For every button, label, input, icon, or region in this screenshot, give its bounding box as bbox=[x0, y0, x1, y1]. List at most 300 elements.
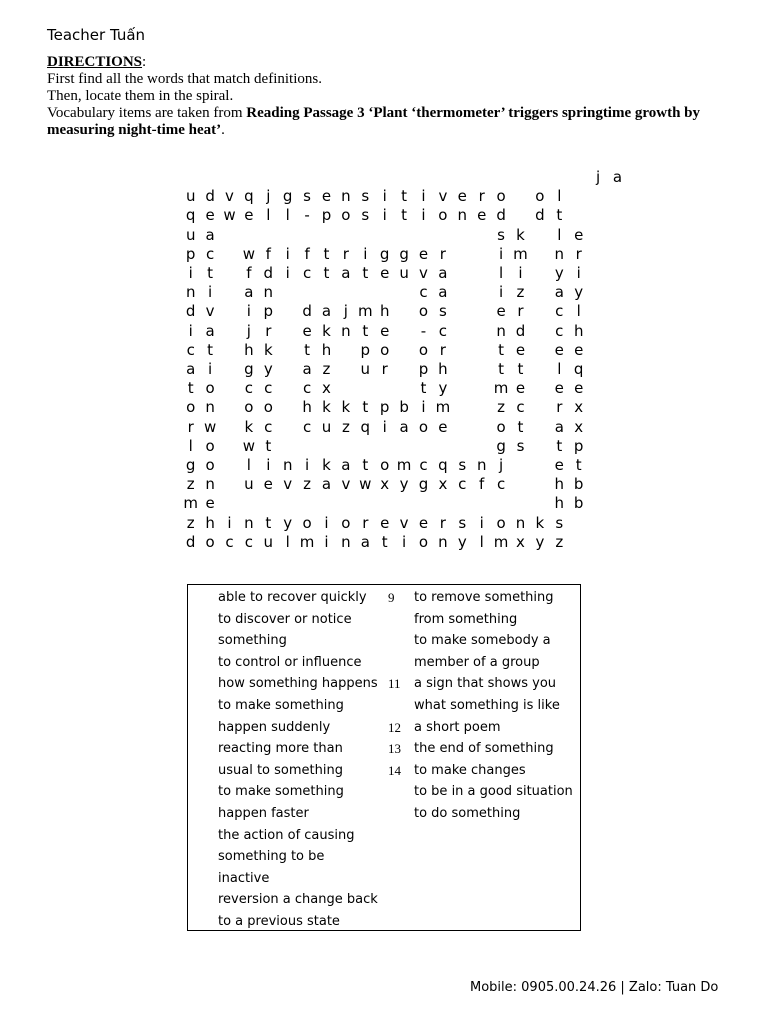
directions-line-2: Then, locate them in the spiral. bbox=[47, 88, 234, 104]
grid-letter: q bbox=[244, 187, 254, 206]
definition-number bbox=[388, 695, 401, 717]
grid-letter: s bbox=[497, 225, 505, 244]
grid-letter: a bbox=[205, 225, 215, 244]
grid-letter: c bbox=[419, 283, 428, 302]
grid-letter: r bbox=[478, 187, 485, 206]
grid-letter: h bbox=[205, 513, 215, 532]
grid-letter: t bbox=[362, 456, 369, 474]
grid-letter: k bbox=[322, 456, 331, 474]
grid-letter: t bbox=[401, 206, 408, 225]
grid-letter: e bbox=[380, 513, 390, 532]
grid-letter: c bbox=[419, 456, 428, 474]
grid-letter: i bbox=[421, 398, 426, 417]
grid-letter: e bbox=[380, 321, 390, 340]
grid-letter: t bbox=[420, 379, 427, 398]
grid-letter: v bbox=[438, 187, 448, 206]
grid-letter: p bbox=[573, 436, 584, 455]
grid-letter: x bbox=[516, 532, 525, 551]
grid-letter: l bbox=[188, 436, 193, 455]
grid-letter: o bbox=[205, 532, 215, 551]
grid-letter: y bbox=[399, 475, 409, 494]
grid-letter: s bbox=[361, 187, 370, 206]
definition-line: to be in a good situation bbox=[414, 784, 573, 800]
grid-letter: w bbox=[242, 244, 256, 263]
definition-line: to make something bbox=[218, 697, 344, 713]
grid-letter: r bbox=[439, 340, 446, 359]
grid-letter: a bbox=[554, 417, 564, 436]
grid-letter: n bbox=[282, 456, 293, 474]
grid-letter: n bbox=[457, 206, 468, 225]
grid-letter: n bbox=[341, 532, 351, 551]
grid-letter: h bbox=[554, 475, 565, 494]
definition-line: something bbox=[218, 633, 287, 649]
grid-letter: s bbox=[458, 456, 467, 474]
grid-letter: a bbox=[438, 283, 448, 302]
grid-letter: x bbox=[574, 398, 584, 417]
grid-letter: j bbox=[246, 321, 251, 340]
grid-letter: x bbox=[438, 475, 448, 494]
grid-letter: i bbox=[421, 206, 426, 225]
grid-letter: v bbox=[205, 302, 215, 321]
grid-letter: o bbox=[244, 398, 254, 417]
grid-letter: o bbox=[380, 340, 390, 359]
grid-letter: i bbox=[499, 244, 504, 263]
grid-letter: k bbox=[535, 513, 545, 532]
grid-letter: q bbox=[185, 206, 196, 225]
grid-letter: e bbox=[515, 379, 526, 398]
grid-letter: i bbox=[324, 532, 329, 551]
grid-letter: l bbox=[557, 360, 562, 378]
grid-letter: k bbox=[516, 225, 525, 244]
grid-letter: q bbox=[360, 417, 371, 436]
grid-letter: e bbox=[205, 206, 215, 225]
definition-line: reversion a change back bbox=[218, 892, 378, 908]
definition-number: 14 bbox=[388, 762, 401, 778]
grid-letter: u bbox=[321, 417, 332, 436]
grid-letter: z bbox=[186, 475, 195, 494]
grid-letter: t bbox=[323, 264, 330, 282]
grid-letter: e bbox=[554, 379, 564, 398]
grid-letter: u bbox=[185, 187, 196, 206]
grid-letter: t bbox=[207, 340, 214, 359]
grid-letter: n bbox=[244, 513, 254, 532]
definition-number bbox=[388, 652, 401, 674]
grid-letter: t bbox=[362, 264, 369, 282]
grid-letter: y bbox=[574, 283, 584, 302]
grid-letter: j bbox=[499, 456, 504, 474]
grid-letter: m bbox=[493, 379, 509, 398]
grid-letter: n bbox=[185, 283, 196, 302]
grid-letter: l bbox=[499, 264, 504, 282]
grid-letter: u bbox=[263, 532, 274, 551]
grid-letter: s bbox=[516, 436, 525, 455]
grid-letter: o bbox=[205, 456, 215, 474]
grid-letter: u bbox=[360, 360, 371, 378]
grid-letter: p bbox=[379, 398, 390, 417]
directions-line-3 bbox=[47, 105, 737, 139]
grid-letter: d bbox=[185, 302, 196, 321]
grid-letter: s bbox=[458, 513, 467, 532]
directions-line-3-post: . bbox=[221, 122, 225, 138]
grid-letter: l bbox=[266, 206, 271, 225]
definition-number bbox=[388, 781, 401, 803]
grid-letter: e bbox=[574, 225, 584, 244]
grid-letter: a bbox=[399, 417, 409, 436]
grid-letter: z bbox=[555, 532, 564, 551]
grid-letter: r bbox=[381, 360, 388, 378]
grid-letter: - bbox=[420, 321, 427, 340]
grid-letter: c bbox=[225, 532, 234, 551]
grid-letter: o bbox=[302, 513, 312, 532]
grid-letter: l bbox=[479, 532, 484, 551]
grid-letter: x bbox=[322, 379, 331, 398]
grid-letter: d bbox=[185, 532, 196, 551]
grid-letter: g bbox=[399, 244, 409, 263]
grid-letter: c bbox=[244, 379, 253, 398]
definition-line: the end of something bbox=[414, 741, 554, 757]
grid-letter: n bbox=[341, 321, 351, 340]
definition-number: 13 bbox=[388, 741, 401, 757]
grid-letter: t bbox=[575, 456, 582, 474]
grid-letter: k bbox=[322, 398, 331, 417]
grid-letter: r bbox=[439, 513, 446, 532]
grid-letter: j bbox=[596, 168, 601, 186]
grid-letter: i bbox=[576, 264, 581, 282]
grid-letter: o bbox=[438, 206, 448, 225]
grid-letter: w bbox=[242, 436, 256, 455]
grid-letter: v bbox=[225, 187, 234, 206]
grid-letter: r bbox=[342, 244, 349, 263]
grid-letter: k bbox=[341, 398, 351, 417]
grid-letter: i bbox=[227, 513, 232, 532]
grid-letter: i bbox=[382, 187, 387, 206]
grid-letter: c bbox=[205, 244, 215, 263]
grid-letter: y bbox=[457, 532, 467, 551]
grid-letter: e bbox=[574, 340, 584, 359]
grid-letter: a bbox=[186, 360, 196, 378]
grid-letter: c bbox=[186, 340, 195, 359]
grid-letter: o bbox=[205, 436, 215, 455]
grid-letter: a bbox=[302, 360, 312, 378]
grid-letter: t bbox=[556, 206, 563, 225]
grid-letter: n bbox=[205, 475, 215, 494]
grid-letter: z bbox=[341, 417, 350, 436]
grid-letter: e bbox=[244, 206, 254, 225]
grid-letter: c bbox=[264, 379, 273, 398]
grid-letter: e bbox=[477, 206, 487, 225]
grid-letter: e bbox=[263, 475, 273, 494]
grid-letter: c bbox=[555, 321, 564, 340]
grid-letter: i bbox=[518, 264, 523, 282]
grid-letter: n bbox=[515, 513, 526, 532]
grid-letter: c bbox=[264, 417, 273, 436]
definition-number: 9 bbox=[388, 590, 395, 605]
grid-letter: k bbox=[263, 340, 273, 359]
grid-letter: c bbox=[244, 532, 253, 551]
grid-letter: s bbox=[361, 206, 370, 225]
definition-line: happen suddenly bbox=[218, 719, 331, 735]
grid-letter: q bbox=[573, 360, 584, 378]
grid-letter: x bbox=[574, 417, 584, 436]
directions-title: DIRECTIONS bbox=[47, 54, 143, 70]
grid-letter: e bbox=[515, 340, 526, 359]
grid-letter: e bbox=[457, 187, 467, 206]
grid-letter: c bbox=[302, 264, 312, 282]
definition-line: happen faster bbox=[218, 805, 309, 821]
grid-letter: o bbox=[418, 417, 429, 436]
directions-line-1: First find all the words that match definitions. bbox=[47, 71, 322, 87]
directions-colon: : bbox=[142, 54, 147, 70]
grid-letter: v bbox=[399, 513, 409, 532]
grid-letter: t bbox=[323, 244, 330, 263]
definitions-right-column bbox=[414, 587, 573, 825]
grid-letter: l bbox=[576, 302, 581, 321]
grid-letter: e bbox=[554, 340, 564, 359]
grid-letter: i bbox=[208, 360, 213, 378]
grid-letter: t bbox=[265, 436, 272, 455]
grid-letter: i bbox=[188, 321, 193, 340]
grid-letter: v bbox=[419, 264, 428, 282]
definition-number bbox=[388, 803, 401, 825]
grid-letter: b bbox=[399, 398, 409, 417]
grid-letter: d bbox=[263, 264, 274, 282]
grid-letter: - bbox=[304, 206, 310, 225]
grid-letter: y bbox=[283, 513, 293, 532]
teacher-name: Teacher Tuấn bbox=[47, 26, 146, 44]
grid-letter: z bbox=[303, 475, 312, 494]
grid-letter: o bbox=[380, 456, 390, 474]
grid-letter: v bbox=[341, 475, 351, 494]
grid-letter: g bbox=[379, 244, 390, 263]
grid-letter: f bbox=[265, 244, 271, 263]
definition-line: to control or influence bbox=[218, 654, 362, 670]
directions-line-3-pre: Vocabulary items are taken from bbox=[47, 105, 247, 121]
grid-letter: j bbox=[266, 187, 271, 206]
grid-letter: e bbox=[438, 417, 448, 436]
grid-letter: s bbox=[438, 302, 447, 321]
grid-letter: e bbox=[554, 456, 564, 474]
grid-letter: w bbox=[203, 417, 217, 436]
grid-letter: g bbox=[418, 475, 429, 494]
grid-letter: h bbox=[554, 494, 565, 513]
definition-line: a sign that shows you bbox=[414, 676, 557, 692]
grid-letter: g bbox=[282, 187, 293, 206]
grid-letter: d bbox=[302, 302, 312, 321]
grid-letter: r bbox=[556, 398, 563, 417]
directions-heading bbox=[47, 54, 737, 71]
grid-letter: u bbox=[399, 264, 409, 282]
grid-letter: i bbox=[285, 244, 290, 263]
grid-letter: o bbox=[418, 340, 429, 359]
grid-letter: o bbox=[263, 398, 273, 417]
grid-letter: u bbox=[244, 475, 254, 494]
grid-letter: i bbox=[499, 283, 504, 302]
grid-letter: g bbox=[244, 360, 254, 378]
grid-letter: i bbox=[208, 283, 213, 302]
grid-letter: i bbox=[246, 302, 251, 321]
grid-letter: i bbox=[324, 513, 329, 532]
grid-letter: t bbox=[187, 379, 194, 398]
grid-letter: w bbox=[223, 206, 236, 225]
grid-letter: d bbox=[205, 187, 215, 206]
grid-letter: e bbox=[574, 379, 584, 398]
grid-letter: p bbox=[360, 340, 371, 359]
definition-line: to remove something bbox=[414, 590, 554, 605]
definition-line: the action of causing bbox=[218, 827, 355, 843]
grid-letter: t bbox=[401, 187, 408, 206]
grid-letter: h bbox=[573, 321, 584, 340]
definition-number: 11 bbox=[388, 676, 401, 692]
grid-letter: x bbox=[380, 475, 390, 494]
definition-line: to discover or notice bbox=[218, 611, 352, 627]
grid-letter: e bbox=[418, 244, 429, 263]
definition-line: how something happens bbox=[218, 676, 378, 692]
grid-letter: t bbox=[304, 340, 311, 359]
grid-letter: a bbox=[612, 168, 623, 186]
grid-letter: a bbox=[205, 321, 215, 340]
grid-letter: i bbox=[305, 456, 310, 474]
definition-line: what something is like bbox=[414, 697, 560, 713]
grid-letter: i bbox=[382, 417, 387, 436]
grid-letter: n bbox=[496, 321, 506, 340]
grid-letter: e bbox=[205, 494, 215, 513]
grid-letter: t bbox=[381, 532, 388, 551]
grid-letter: l bbox=[246, 456, 251, 474]
grid-letter: g bbox=[496, 436, 506, 455]
grid-letter: y bbox=[554, 264, 564, 282]
definition-line: inactive bbox=[218, 870, 270, 886]
grid-letter: a bbox=[554, 283, 564, 302]
grid-letter: v bbox=[283, 475, 293, 494]
grid-letter: c bbox=[302, 417, 312, 436]
grid-letter: t bbox=[362, 321, 369, 340]
grid-letter: g bbox=[185, 456, 196, 474]
grid-letter: z bbox=[322, 360, 331, 378]
grid-letter: o bbox=[418, 302, 429, 321]
grid-letter: a bbox=[438, 264, 448, 282]
grid-letter: y bbox=[263, 360, 273, 378]
grid-letter: n bbox=[263, 283, 274, 302]
definition-line: usual to something bbox=[218, 762, 343, 778]
definition-line: to make something bbox=[218, 784, 344, 800]
grid-letter: b bbox=[573, 475, 584, 494]
grid-letter: r bbox=[362, 513, 369, 532]
grid-letter: h bbox=[379, 302, 390, 321]
grid-letter: p bbox=[418, 360, 429, 378]
grid-letter: a bbox=[244, 283, 254, 302]
definition-line: member of a group bbox=[414, 654, 540, 670]
grid-letter: r bbox=[187, 417, 194, 436]
grid-letter: i bbox=[421, 187, 426, 206]
grid-letter: t bbox=[517, 360, 524, 378]
grid-letter: o bbox=[496, 513, 506, 532]
definition-line: to make changes bbox=[414, 762, 526, 778]
grid-letter: t bbox=[498, 340, 505, 359]
grid-letter: a bbox=[321, 475, 332, 494]
grid-letter: o bbox=[496, 187, 506, 206]
grid-letter: n bbox=[476, 456, 487, 474]
grid-letter: e bbox=[380, 264, 390, 282]
grid-letter: p bbox=[263, 302, 274, 321]
definition-number: 12 bbox=[388, 719, 401, 735]
grid-letter: p bbox=[185, 244, 196, 263]
directions-block bbox=[47, 54, 737, 139]
grid-letter: s bbox=[555, 513, 564, 532]
grid-letter: k bbox=[322, 321, 331, 340]
grid-letter: r bbox=[265, 321, 272, 340]
definition-line: reacting more than bbox=[218, 741, 343, 757]
grid-letter: i bbox=[285, 264, 290, 282]
grid-letter: n bbox=[341, 187, 351, 206]
grid-letter: l bbox=[285, 532, 290, 551]
grid-letter: e bbox=[496, 302, 506, 321]
grid-letter: u bbox=[185, 225, 196, 244]
definition-line: something to be bbox=[218, 849, 325, 865]
grid-letter: d bbox=[515, 321, 526, 340]
grid-letter: r bbox=[575, 244, 582, 263]
grid-letter: a bbox=[341, 264, 351, 282]
grid-letter: l bbox=[285, 206, 290, 225]
definition-number bbox=[388, 609, 401, 631]
grid-letter: i bbox=[266, 456, 271, 474]
grid-letter: o bbox=[205, 379, 215, 398]
grid-letter: y bbox=[535, 532, 545, 551]
grid-letter: c bbox=[458, 475, 467, 494]
grid-letter: r bbox=[517, 302, 524, 321]
grid-letter: t bbox=[556, 436, 563, 455]
definition-line: to make somebody a bbox=[414, 633, 551, 649]
grid-letter: i bbox=[188, 264, 193, 282]
grid-letter: d bbox=[535, 206, 545, 225]
grid-letter: j bbox=[343, 302, 348, 321]
grid-letter: m bbox=[513, 244, 528, 263]
definition-numbers-column bbox=[388, 587, 401, 825]
grid-letter: o bbox=[341, 206, 351, 225]
grid-letter: m bbox=[435, 398, 451, 417]
definition-line: a short poem bbox=[414, 719, 501, 735]
grid-letter: s bbox=[303, 187, 311, 206]
grid-letter: c bbox=[302, 379, 312, 398]
definition-line: to a previous state bbox=[218, 913, 340, 929]
grid-letter: p bbox=[321, 206, 332, 225]
grid-letter: o bbox=[535, 187, 545, 206]
grid-letter: f bbox=[304, 244, 310, 263]
grid-letter: z bbox=[186, 513, 195, 532]
grid-letter: o bbox=[496, 417, 506, 436]
grid-letter: i bbox=[363, 244, 368, 263]
definition-number bbox=[388, 630, 401, 652]
grid-letter: c bbox=[496, 475, 506, 494]
grid-letter: h bbox=[438, 360, 448, 378]
grid-letter: o bbox=[418, 532, 429, 551]
directions-passage-title: Reading Passage 3 ‘Plant ‘thermometer’ triggers springtime growth by measuring night-time heat’ bbox=[47, 105, 701, 138]
grid-letter: i bbox=[382, 206, 387, 225]
grid-letter: o bbox=[186, 398, 196, 417]
grid-letter: t bbox=[498, 360, 505, 378]
grid-letter: i bbox=[402, 532, 407, 551]
grid-letter: h bbox=[302, 398, 312, 417]
definition-line: from something bbox=[414, 611, 518, 627]
grid-letter: h bbox=[244, 340, 254, 359]
grid-letter: f bbox=[246, 264, 252, 282]
grid-letter: e bbox=[418, 513, 429, 532]
grid-letter: r bbox=[439, 244, 446, 263]
grid-letter: w bbox=[359, 475, 372, 494]
grid-letter: k bbox=[244, 417, 254, 436]
definitions-left-column bbox=[218, 587, 378, 933]
grid-letter: t bbox=[362, 398, 369, 417]
grid-letter: z bbox=[516, 283, 525, 302]
